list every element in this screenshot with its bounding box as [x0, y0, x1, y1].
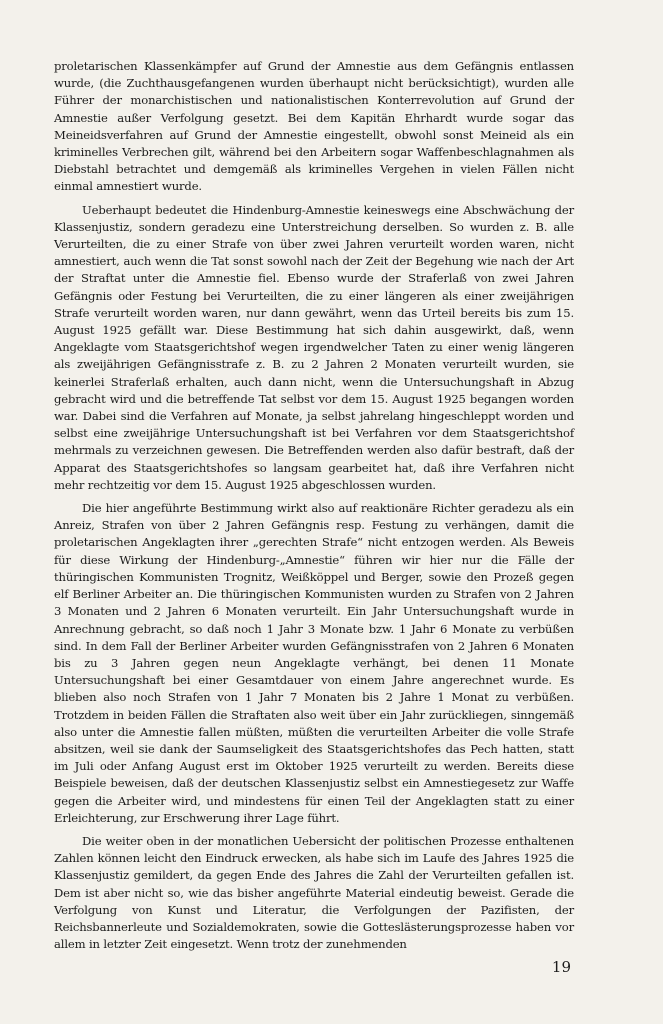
paragraph-4: Die weiter oben in der monatlichen Uebersicht der politischen Prozesse enthaltenen Zahlen können leicht den Eindruck erwecken, als habe sich im Laufe des Jahres 1925 die Klassenjustiz gemildert, da gegen Ende des Jahres die Zahl der Verurteilten gefallen ist. Dem ist aber nicht so, wie das bisher angeführte Material eindeutig beweist. Gerade die Verfolgung von Kunst und Literatur, die Verfolgungen der Pazifisten, der Reichsbannerleute und Sozialdemokraten, sowie die Gotteslästerungsprozesse haben vor allem in letzter Zeit eingesetzt. Wenn trotz der zunehmenden — [54, 833, 574, 952]
paragraph-1: proletarischen Klassenkämpfer auf Grund der Amnestie aus dem Gefängnis entlassen wurde, (die Zuchthausgefangenen wurden überhaupt nicht berücksichtigt), wurden alle Führer der monarchistischen und nationalistischen Konterrevolution auf Grund der Amnestie außer Verfolgung gesetzt. Bei dem Kapitän Ehrhardt wurde sogar das Meineidsverfahren auf Grund der Amnestie eingestellt, obwohl sonst Meineid als ein kriminelles Verbrechen gilt, während bei den Arbeitern sogar Waffenbeschlagnahmen als Diebstahl betrachtet und demgemäß als kriminelles Vergehen in vielen Fällen nicht einmal amnestiert wurde. — [54, 59, 574, 194]
body-text — [54, 58, 574, 959]
paragraph-2: Ueberhaupt bedeutet die Hindenburg-Amnestie keineswegs eine Abschwächung der Klassenjustiz, sondern geradezu eine Unterstreichung derselben. So wurden z. B. alle Verurteilten, die zu einer Strafe von über zwei Jahren verurteilt worden waren, nicht amnestiert, auch wenn die Tat sonst sowohl nach der Zeit der Begehung wie nach der Art der Straftat unter die Amnestie fiel. Ebenso wurde der Straferlaß von zwei Jahren Gefängnis oder Festung bei Verurteilten, die zu einer längeren als einer zweijährigen Strafe verurteilt worden waren, nur dann gewährt, wenn das Urteil bereits bis zum 15. August 1925 gefällt war. Diese Bestimmung hat sich dahin ausgewirkt, daß, wenn Angeklagte vom Staatsgerichtshof wegen irgendwelcher Taten zu einer wenig längeren als zweijährigen Gefängnisstrafe z. B. zu 2 Jahren 2 Monaten verurteilt wurden, sie keinerlei Straferlaß erhalten, auch dann nicht, wenn die Untersuchungshaft in Abzug gebracht wird und die betreffende Tat selbst vor dem 15. August 1925 begangen worden war. Dabei sind die Verfahren auf Monate, ja selbst jahrelang hingeschleppt worden und selbst eine zweijährige Untersuchungshaft ist bei Verfahren vor dem Staatsgerichtshof mehrmals zu verzeichnen gewesen. Die Betreffenden werden also dafür bestraft, daß der Apparat des Staatsgerichtshofes so langsam gearbeitet hat, daß ihre Verfahren nicht mehr rechtzeitig vor dem 15. August 1925 abgeschlossen wurden. — [54, 202, 574, 492]
page-number: 19 — [551, 958, 571, 976]
paragraph-3: Die hier angeführte Bestimmung wirkt also auf reaktionäre Richter geradezu als ein Anreiz, Strafen von über 2 Jahren Gefängnis resp. Festung zu verhängen, damit die proletarischen Angeklagten ihrer „gerechten Strafe“ nicht entzogen werden. Als Beweis für diese Wirkung der Hindenburg-„Amnestie“ führen wir hier nur die Fälle der thüringischen Kommunisten Trognitz, Weißköppel und Berger, sowie den Prozeß gegen elf Berliner Arbeiter an. Die thüringischen Kommunisten wurden zu Strafen von 2 Jahren 3 Monaten und 2 Jahren 6 Monaten verurteilt. Ein Jahr Untersuchungshaft wurde in Anrechnung gebracht, so daß noch 1 Jahr 3 Monate bzw. 1 Jahr 6 Monate zu verbüßen sind. In dem Fall der Berliner Arbeiter wurden Gefängnisstrafen von 2 Jahren 6 Monaten bis zu 3 Jahren gegen neun Angeklagte verhängt, bei denen 11 Monate Untersuchungshaft bei einer Gesamtdauer von einem Jahre angerechnet wurde. Es blieben also noch Strafen von 1 Jahr 7 Monaten bis 2 Jahre 1 Monat zu verbüßen. Trotzdem in beiden Fällen die Straftaten also weit über ein Jahr zurückliegen, sinngemäß also unter die Amnestie fallen müßten, müßten die verurteilten Arbeiter die volle Strafe absitzen, weil sie dank der Saumseligkeit des Staatsgerichtshofes das Pech hatten, statt im Juli oder Anfang August erst im Oktober 1925 verurteilt zu werden. Bereits diese Beispiele beweisen, daß der deutschen Klassenjustiz selbst ein Amnestiegesetz zur Waffe gegen die Arbeiter wird, und mindestens für einen Teil der Angeklagten statt zu einer Erleichterung, zur Erschwerung ihrer Lage führt. — [54, 501, 574, 825]
